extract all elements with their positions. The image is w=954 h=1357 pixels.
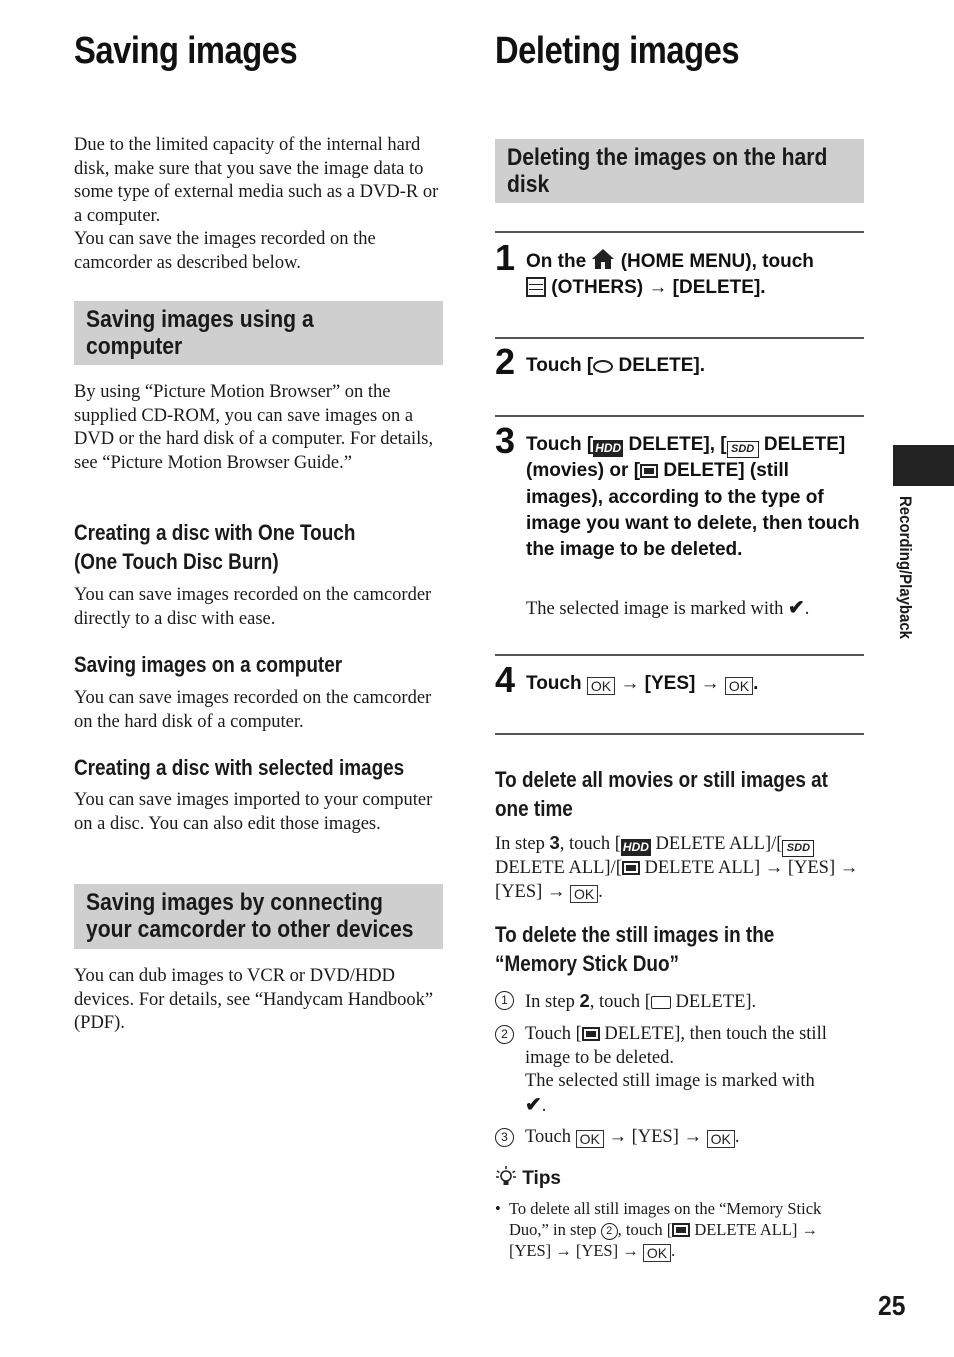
selected-images-body: You can save images imported to your computer on a disc. You can also edit those images. [74,790,433,834]
step-text-1: On the (HOME MENU), touch (OTHERS) → [DELETE]. [526,248,864,302]
chapter-side-label: Recording/Playback [896,496,915,640]
still-image-icon [622,861,640,875]
ok-button-icon: OK [576,1130,604,1148]
tips-bullet: • To delete all still images on the “Memory Stick Duo,” in step 2 , touch [ DELETE ALL] → [YES] → [YES] → OK . [495,1199,822,1261]
page-number: 25 [878,1290,906,1321]
step-number-3: 3 [495,420,516,461]
step-text-4: Touch OK → [YES] → OK . [526,673,759,694]
step-3-note: The selected image is marked with ✔. [526,597,810,619]
ok-button-icon: OK [707,1130,735,1148]
others-icon [526,277,546,297]
subhead-saving-computer: Saving images on a computer [74,652,343,677]
memory-stick-item-3: Touch OK → [YES] → OK . [525,1127,740,1147]
tips-heading: Tips [495,1166,561,1190]
hdd-movie-icon: HDD [622,840,649,854]
ok-button-icon: OK [570,885,598,903]
step-text-3: Touch [ HDD DELETE], [ SDD DELETE] (movies) or [ DELETE] (still images), according to the type of image you want to delete, then touch the image to be deleted. [526,434,860,561]
step-text-2: Touch [ DELETE]. [526,355,706,376]
step-divider [495,733,864,735]
section-heading-hard-disk: Deleting the images on the hard disk [495,139,864,203]
check-mark-icon: ✔ [788,597,805,619]
page-title-deleting: Deleting images [495,30,740,72]
subhead-delete-all: To delete all movies or still images at one time [495,767,828,821]
sd-movie-icon: SDD [727,441,759,458]
list-marker-2: 2 [495,1025,514,1044]
still-image-icon [672,1223,690,1237]
hdd-movie-icon: HDD [595,441,622,455]
step-divider [495,231,864,233]
computer-body: By using “Picture Motion Browser” on the supplied CD-ROM, you can save images on a DVD or the hard disk of a computer. For details, see “Picture Motion Browser Guide.” [74,382,434,473]
one-touch-body: You can save images recorded on the camcorder directly to a disc with ease. [74,585,432,629]
section-heading-devices: Saving images by connecting your camcorder to other devices [74,884,443,949]
ok-button-icon: OK [643,1244,671,1262]
memory-stick-item-2: Touch [ DELETE], then touch the still image to be deleted. The selected still image is marked with ✔. [525,1024,827,1116]
subhead-memory-stick: To delete the still images in the “Memory Stick Duo” [495,922,775,976]
chapter-tab-block [893,445,954,486]
still-image-icon [582,1027,600,1041]
ok-button-icon: OK [725,677,753,695]
memory-stick-icon [651,996,671,1009]
memory-stick-item-1: In step 2, touch [ DELETE]. [525,990,757,1012]
step-number-4: 4 [495,659,516,700]
saving-computer-body: You can save images recorded on the camcorder on the hard disk of a computer. [74,688,432,732]
ok-button-icon: OK [587,677,615,695]
intro-text: Due to the limited capacity of the internal hard disk, make sure that you save the image data to some type of external media such as a DVD-R or a computer. You can save the images recorded on the camcorder as described below. [74,135,439,273]
section-heading-computer: Saving images using a computer [74,301,443,365]
devices-body: You can dub images to VCR or DVD/HDD devices. For details, see “Handycam Handbook” (PDF). [74,966,434,1033]
list-marker-3: 3 [495,1128,514,1147]
still-image-icon [640,464,658,478]
lightbulb-icon [495,1166,517,1188]
disc-icon [593,360,613,373]
subhead-selected-images: Creating a disc with selected images [74,755,405,780]
step-divider [495,415,864,417]
step-number-2: 2 [495,341,516,382]
check-mark-icon: ✔ [525,1093,542,1116]
inline-marker: 2 [601,1223,618,1240]
page-title-saving: Saving images [74,30,298,72]
list-marker-1: 1 [495,991,514,1010]
delete-all-body: In step 3, touch [ HDD DELETE ALL]/[ SDD DELETE ALL]/[ DELETE ALL] → [YES] → [YES] → OK . [495,832,859,902]
sd-movie-icon: SDD [782,840,814,857]
home-icon [591,248,615,270]
step-number-1: 1 [495,237,516,278]
subhead-one-touch: Creating a disc with One Touch (One Touch Disc Burn) [74,520,356,574]
step-divider [495,337,864,339]
step-divider [495,654,864,656]
